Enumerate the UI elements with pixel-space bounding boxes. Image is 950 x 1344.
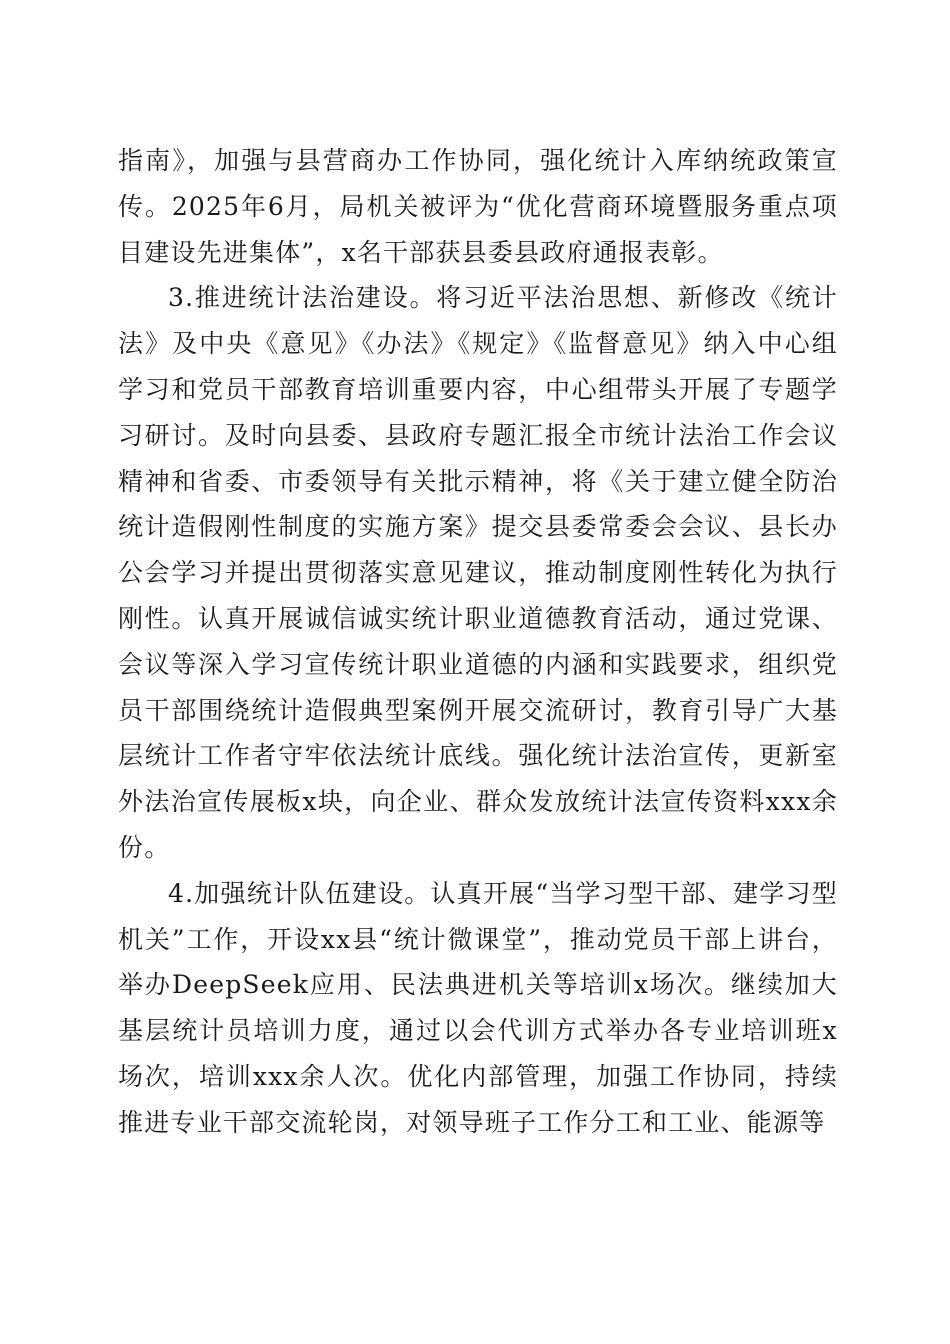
- paragraph-2: 3.推进统计法治建设。将习近平法治思想、新修改《统计法》及中央《意见》《办法》《规定》《监督意见》纳入中心组学习和党员干部教育培训重要内容，中心组带头开展了专题学习研讨。及时向县委、县政府专题汇报全市统计法治工作会议精神和省委、市委领导有关批示精神，将《关于建立健全防治统计造假刚性制度的实施方案》提交县委常委会会议、县长办公会学习并提出贯彻落实意见建议，推动制度刚性转化为执行刚性。认真开展诚信诚实统计职业道德教育活动，通过党课、会议等深入学习宣传统计职业道德的内涵和实践要求，组织党员干部围绕统计造假典型案例开展交流研讨，教育引导广大基层统计工作者守牢依法统计底线。强化统计法治宣传，更新室外法治宣传展板x块，向企业、群众发放统计法宣传资料xxx余份。: [118, 283, 838, 862]
- paragraph-1: 指南》，加强与县营商办工作协同，强化统计入库纳统政策宣传。2025年6月，局机关被评为“优化营商环境暨服务重点项目建设先进集体”，x名干部获县委县政府通报表彰。: [118, 146, 838, 267]
- body-text: [118, 138, 838, 1146]
- paragraph-3: 4.加强统计队伍建设。认真开展“当学习型干部、建学习型机关”工作，开设xx县“统计微课堂”，推动党员干部上讲台，举办DeepSeek应用、民法典进机关等培训x场次。继续加大基层统计员培训力度，通过以会代训方式举办各专业培训班x场次，培训xxx余人次。优化内部管理，加强工作协同，持续推进专业干部交流轮岗，对领导班子工作分工和工业、能源等: [118, 878, 838, 1137]
